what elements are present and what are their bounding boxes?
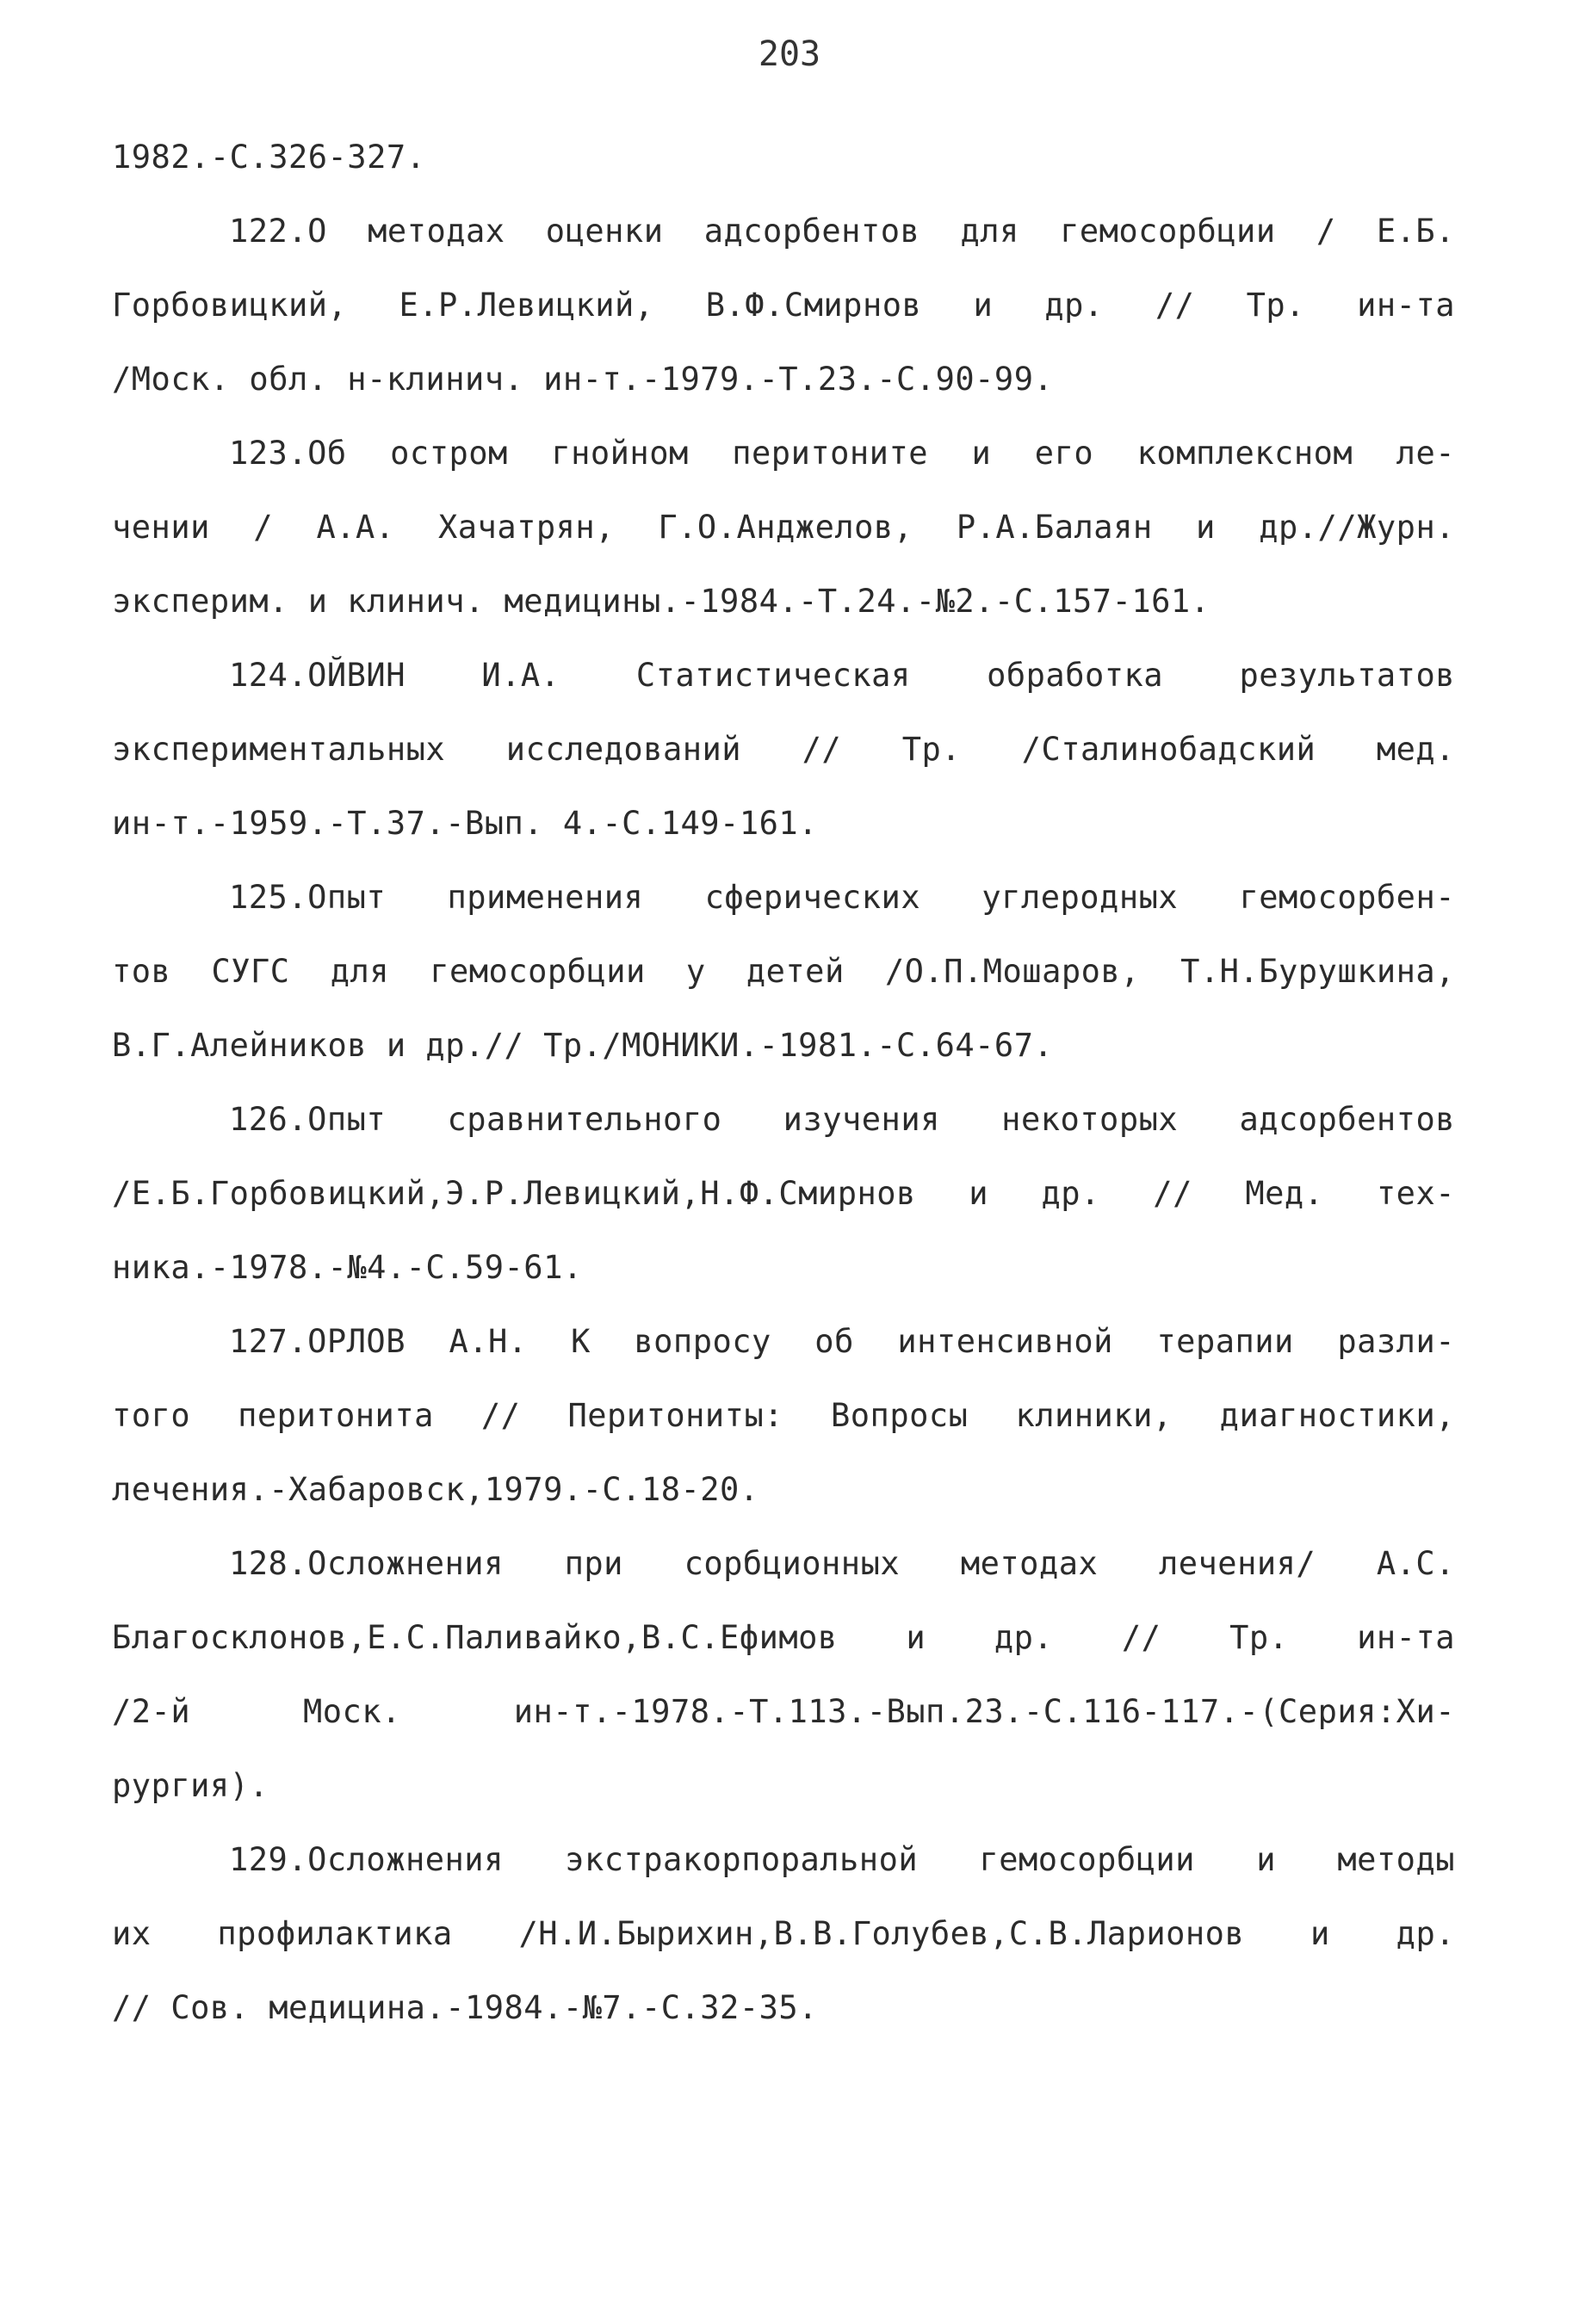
entry-line: чении / А.А. Хачатрян, Г.О.Анджелов, Р.А.Балаян и др.//Журн. — [112, 509, 1455, 546]
entry-line: их профилактика /Н.И.Бырихин,В.В.Голубев,С.В.Ларионов и др. — [112, 1915, 1455, 1952]
entry-line: 127.ОРЛОВ А.Н. К вопросу об интенсивной терапии разли- — [229, 1323, 1455, 1360]
bibliography-entry-125 — [112, 861, 1455, 1083]
page-number: 203 — [758, 34, 821, 74]
bibliography-entry-124 — [112, 639, 1455, 861]
entry-line: 122.О методах оценки адсорбентов для гемосорбции / Е.Б. — [229, 213, 1455, 250]
continuation-line: 1982.-С.326-327. — [112, 139, 426, 176]
bibliography-list — [112, 121, 1455, 2045]
entry-line: В.Г.Алейников и др.// Тр./МОНИКИ.-1981.-С.64-67. — [112, 1027, 1054, 1064]
entry-line: 126.Опыт сравнительного изучения некоторых адсорбентов — [229, 1101, 1455, 1138]
entry-line: рургия). — [112, 1767, 269, 1804]
entry-line: 124.ОЙВИН И.А. Статистическая обработка результатов — [229, 657, 1455, 694]
bibliography-entry-128 — [112, 1527, 1455, 1823]
entry-line: того перитонита // Перитониты: Вопросы клиники, диагностики, — [112, 1397, 1455, 1434]
entry-line: /Моск. обл. н-клинич. ин-т.-1979.-Т.23.-С.90-99. — [112, 361, 1054, 398]
entry-line: 123.Об остром гнойном перитоните и его комплексном ле- — [229, 435, 1455, 472]
entry-line: Горбовицкий, Е.Р.Левицкий, В.Ф.Смирнов и др. // Тр. ин-та — [112, 287, 1455, 324]
bibliography-entry-122 — [112, 195, 1455, 417]
entry-line: лечения.-Хабаровск,1979.-С.18-20. — [112, 1471, 759, 1508]
bibliography-entry-123 — [112, 417, 1455, 639]
entry-line: эксперим. и клинич. медицины.-1984.-Т.24.-№2.-С.157-161. — [112, 583, 1211, 620]
bibliography-entry-129 — [112, 1823, 1455, 2045]
entry-line: Благосклонов,Е.С.Паливайко,В.С.Ефимов и др. // Тр. ин-та — [112, 1619, 1455, 1656]
entry-line: ника.-1978.-№4.-С.59-61. — [112, 1249, 583, 1286]
entry-line: 128.Осложнения при сорбционных методах лечения/ А.С. — [229, 1545, 1455, 1582]
entry-line: 129.Осложнения экстракорпоральной гемосорбции и методы — [229, 1841, 1455, 1878]
entry-line: // Сов. медицина.-1984.-№7.-С.32-35. — [112, 1989, 818, 2026]
entry-line: тов СУГС для гемосорбции у детей /О.П.Мошаров, Т.Н.Бурушкина, — [112, 953, 1455, 990]
entry-line: /Е.Б.Горбовицкий,Э.Р.Левицкий,Н.Ф.Смирнов и др. // Мед. тех- — [112, 1175, 1455, 1212]
entry-line: экспериментальных исследований // Тр. /Сталинобадский мед. — [112, 731, 1455, 768]
bibliography-entry-127 — [112, 1305, 1455, 1527]
entry-line: ин-т.-1959.-Т.37.-Вып. 4.-С.149-161. — [112, 805, 818, 842]
entry-line: 125.Опыт применения сферических углеродных гемосорбен- — [229, 879, 1455, 916]
entry-line: /2-й Моск. ин-т.-1978.-Т.113.-Вып.23.-С.116-117.-(Серия:Хи- — [112, 1693, 1455, 1730]
bibliography-entry-126 — [112, 1083, 1455, 1305]
